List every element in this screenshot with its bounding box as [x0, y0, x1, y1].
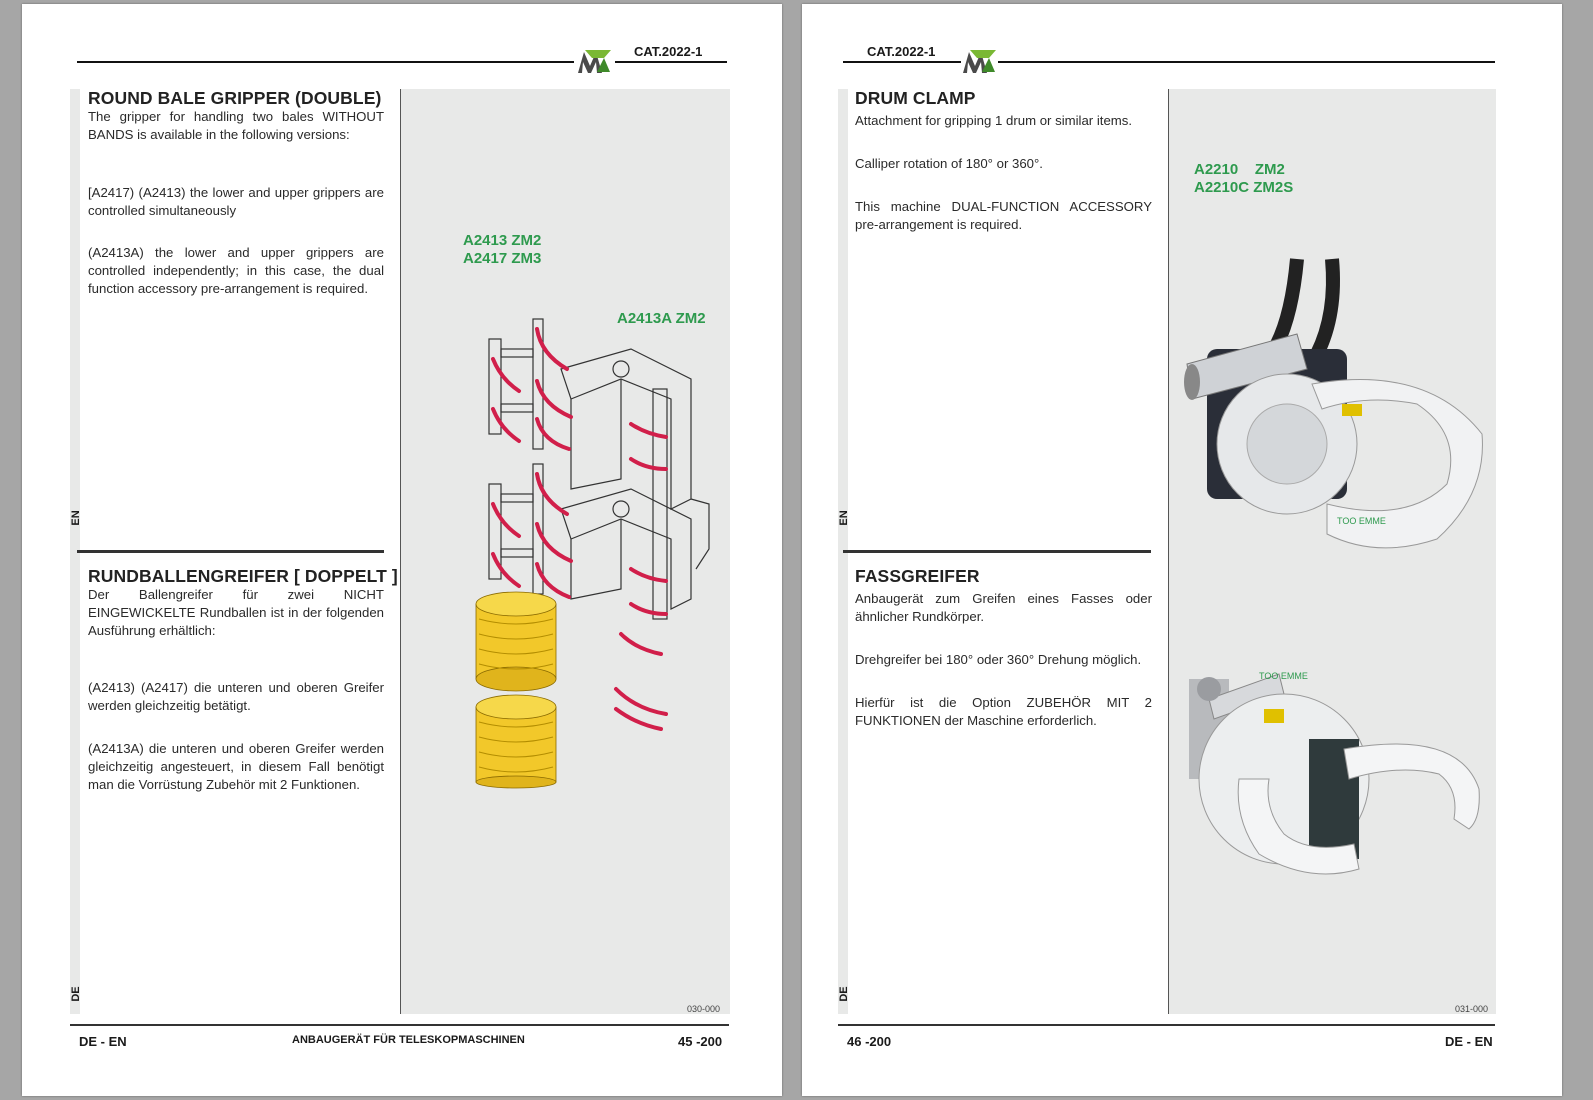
- svg-text:TOO EMME: TOO EMME: [1259, 671, 1308, 681]
- catalog-code: CAT.2022-1: [634, 44, 703, 59]
- description-en-intro: The gripper for handling two bales WITHOUT BANDS is available in the following versions:: [88, 109, 384, 142]
- figure-reference: 030-000: [687, 1004, 721, 1014]
- description-de-rotation: Drehgreifer bei 180° oder 360° Drehung möglich.: [855, 652, 1142, 667]
- lang-label-en: EN: [838, 510, 850, 526]
- description-en-rotation: Calliper rotation of 180° or 360°.: [855, 156, 1043, 171]
- description-de-requirement: Hierfür ist die Option ZUBEHÖR MIT 2 FUNKTIONEN der Maschine erforderlich.: [855, 695, 1152, 728]
- lang-label-de: DE: [838, 986, 850, 1002]
- brand-logo-icon: [577, 48, 611, 74]
- catalog-page-right: [802, 4, 1562, 1096]
- product-code-independent: A2413A ZM2: [617, 310, 706, 327]
- description-de-intro: Der Ballengreifer für zwei NICHT EINGEWICKELTE Rundballen ist in der folgenden Ausführung erhältlich:: [88, 587, 384, 638]
- lang-label-en: EN: [70, 510, 82, 526]
- footer-language: DE - EN: [1445, 1034, 1493, 1049]
- description-en-intro: Attachment for gripping 1 drum or similar items.: [855, 113, 1133, 128]
- round-bales-illustration: [471, 589, 571, 789]
- figure-reference: 031-000: [1455, 1004, 1489, 1014]
- description-de-intro: Anbaugerät zum Greifen eines Fasses oder ähnlicher Rundkörper.: [855, 591, 1152, 624]
- product-codes: A2210 ZM2 A2210C ZM2S: [1194, 161, 1294, 196]
- drum-clamp-photo-top: [1177, 254, 1492, 564]
- description-en-independent: (A2413A) the lower and upper grippers are controlled independently; in this case, the dual function accessory pre-arrangement is required.: [88, 245, 384, 296]
- description-en-requirement: This machine DUAL-FUNCTION ACCESSORY pre-arrangement is required.: [855, 199, 1152, 232]
- brand-logo-icon: [962, 48, 996, 74]
- product-image-panel: [400, 89, 730, 1014]
- product-image-panel: [1168, 89, 1496, 1014]
- catalog-code: CAT.2022-1: [867, 44, 936, 59]
- description-de-simultaneous: (A2413) (A2417) die unteren und oberen Greifer werden gleichzeitig betätigt.: [88, 680, 384, 713]
- page-number: 46 -200: [847, 1034, 892, 1049]
- section-title-de: FASSGREIFER: [855, 566, 980, 586]
- footer-category: ANBAUGERÄT FÜR TELESKOPMASCHINEN: [292, 1034, 525, 1046]
- section-title-en: DRUM CLAMP: [855, 88, 976, 108]
- svg-text:TOO EMME: TOO EMME: [1337, 516, 1386, 526]
- header-rule-left: [77, 61, 574, 63]
- footer-rule: [838, 1024, 1495, 1026]
- header-rule-right: [615, 61, 727, 63]
- section-divider: [843, 550, 1151, 553]
- header-rule-left: [843, 61, 961, 63]
- page-number: 45 -200: [678, 1034, 723, 1049]
- description-de-independent: (A2413A) die unteren und oberen Greifer werden gleichzeitig angesteuert, in diesem Fall benötigt man die Vorrüstung Zubehör mit 2 Funktionen.: [88, 741, 384, 792]
- catalog-page-left: [22, 4, 782, 1096]
- section-title-en: ROUND BALE GRIPPER (DOUBLE): [88, 88, 382, 108]
- section-divider: [77, 550, 384, 553]
- lang-label-de: DE: [70, 986, 82, 1002]
- product-codes-simultaneous: A2413 ZM2 A2417 ZM3: [463, 232, 542, 267]
- drum-clamp-photo-bottom: [1189, 669, 1489, 889]
- section-title-de: RUNDBALLENGREIFER [ DOPPELT ]: [88, 566, 398, 586]
- description-en-simultaneous: [A2417) (A2413) the lower and upper grippers are controlled simultaneously: [88, 185, 384, 218]
- footer-rule: [70, 1024, 729, 1026]
- footer-language: DE - EN: [79, 1034, 127, 1049]
- header-rule-right: [998, 61, 1495, 63]
